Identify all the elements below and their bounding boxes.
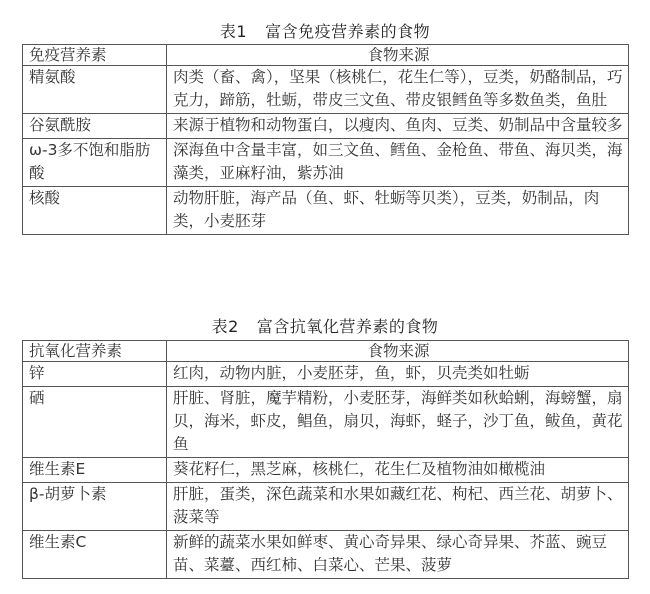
nutrient-cell: 核酸: [23, 187, 167, 235]
table2-caption-title: 富含抗氧化营养素的食物: [256, 317, 439, 336]
nutrient-cell: 维生素E: [23, 458, 167, 483]
source-cell: 肉类（畜、禽），坚果（核桃仁，花生仁等），豆类，奶酪制品，巧克力，蹄筋，牡蛎，带皮三文鱼、带皮银鳕鱼等多数鱼类，鱼肚: [167, 66, 629, 114]
table1: [22, 44, 629, 235]
source-cell: 动物肝脏，海产品（鱼、虾、牡蛎等贝类），豆类，奶制品，肉类，小麦胚芽: [167, 187, 629, 235]
nutrient-cell: 锌: [23, 362, 167, 387]
table-row: [23, 362, 629, 387]
source-cell: 肝脏，蛋类，深色蔬菜和水果如藏红花、枸杞、西兰花、胡萝卜、菠菜等: [167, 483, 629, 531]
table1-header-row: [23, 45, 629, 66]
table2-caption-number: 表2: [211, 317, 239, 336]
table2: [22, 340, 629, 579]
nutrient-cell: 谷氨酰胺: [23, 114, 167, 139]
table-row: [23, 187, 629, 235]
table-row: [23, 483, 629, 531]
table1-caption: [0, 19, 650, 42]
source-cell: 葵花籽仁，黑芝麻，核桃仁，花生仁及植物油如橄榄油: [167, 458, 629, 483]
table1-caption-title: 富含免疫营养素的食物: [265, 22, 431, 41]
nutrient-cell: 硒: [23, 387, 167, 458]
source-cell: 新鲜的蔬菜水果如鲜枣、黄心奇异果、绿心奇异果、芥蓝、豌豆苗、菜薹、西红柿、白菜心、芒果、菠萝: [167, 531, 629, 579]
source-cell: 来源于植物和动物蛋白，以瘦肉、鱼肉、豆类、奶制品中含量较多: [167, 114, 629, 139]
table1-header-source: 食物来源: [167, 45, 629, 66]
source-cell: 深海鱼中含量丰富，如三文鱼、鳕鱼、金枪鱼、带鱼、海贝类，海藻类，亚麻籽油，紫苏油: [167, 139, 629, 187]
nutrient-cell: β-胡萝卜素: [23, 483, 167, 531]
table-row: [23, 531, 629, 579]
table-row: [23, 387, 629, 458]
table-row: [23, 114, 629, 139]
table2-header-nutrient: 抗氧化营养素: [23, 341, 167, 362]
table2-caption: [0, 314, 650, 337]
nutrient-cell: 精氨酸: [23, 66, 167, 114]
table1-header-nutrient: 免疫营养素: [23, 45, 167, 66]
nutrient-cell: ω-3多不饱和脂肪酸: [23, 139, 167, 187]
table2-header-source: 食物来源: [167, 341, 629, 362]
table2-header-row: [23, 341, 629, 362]
table-row: [23, 458, 629, 483]
table-row: [23, 139, 629, 187]
table-row: [23, 66, 629, 114]
source-cell: 红肉，动物内脏，小麦胚芽，鱼，虾，贝壳类如牡蛎: [167, 362, 629, 387]
nutrient-cell: 维生素C: [23, 531, 167, 579]
source-cell: 肝脏、肾脏，魔芋精粉，小麦胚芽，海鲜类如秋蛤蜊，海螃蟹，扇贝，海米，虾皮，鲳鱼，扇贝，海虾，蛏子，沙丁鱼，鲅鱼，黄花鱼: [167, 387, 629, 458]
table1-caption-number: 表1: [219, 22, 248, 41]
